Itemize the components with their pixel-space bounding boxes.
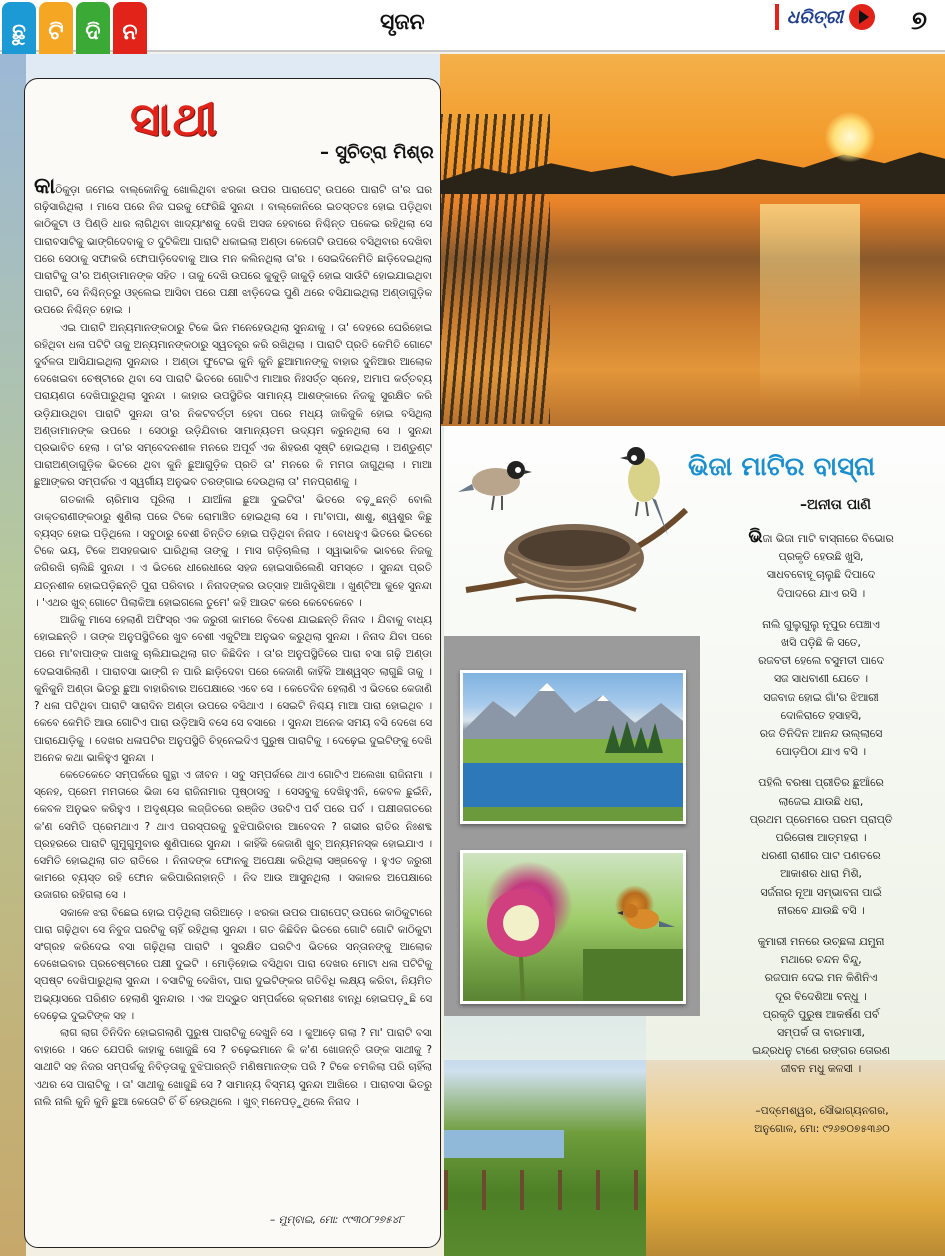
- branch: [516, 597, 636, 610]
- poem-line: ଲାଜେଇ ଯାଉଛି ଧରା,: [778, 794, 864, 808]
- poem-line: ନୀରବେ ଯାଉଛି ବସି ।: [777, 903, 865, 917]
- poem-line: ସଜ ସାଧବାଣୀ ଯେତେ ।: [773, 672, 869, 686]
- poem-line: ପୋଡ଼ପିଠା ଯାଏ ବସି ।: [775, 745, 867, 759]
- poem-line: ରଜ ତିନିଦିନ ଆନନ୍ଦ ଉଲ୍ଲାସେ: [759, 727, 883, 741]
- bird-right: [620, 447, 668, 536]
- poem-line: ଆକାଶର ଧାରା ମିଶି,: [780, 867, 862, 881]
- left-edge-image: [0, 54, 26, 1256]
- shore: [463, 807, 683, 821]
- mountain: [463, 683, 683, 743]
- poem-stanza: [710, 933, 932, 1079]
- mossy-ground: [583, 949, 683, 1001]
- page-header: [0, 0, 945, 52]
- pond: [444, 1130, 564, 1158]
- signature-line: –ପଦ୍ମେଶ୍ୱର, ସୌଭାଗ୍ୟନଗର,: [755, 1105, 889, 1117]
- poem-line: ଇନ୍ଦ୍ରଧନୁ ଟାଣେ ରଙ୍ଗର ତୋରଣ: [752, 1044, 890, 1058]
- logo-letter: ଟି: [39, 2, 73, 62]
- golden-field-photo: [646, 1060, 945, 1256]
- small-bird: [617, 904, 675, 929]
- poem-line: ଖସି ପଡ଼ିଛି କି ସତେ,: [781, 636, 861, 650]
- poem-line: ଦୂର ବିଦେଶିଆ ବନ୍ଧୁ ।: [775, 989, 867, 1003]
- reeds-silhouette: [440, 114, 550, 424]
- sunset-lake-photo: [440, 54, 945, 426]
- poem-line: ଦିପାଦରେ ଯାଏ ରସି ।: [776, 586, 866, 600]
- thistle-flower: [487, 889, 555, 1001]
- poem-line: ରଜବତୀ ହେଲେ ବସୁମତୀ ପାଦେ: [758, 654, 884, 668]
- page-number: ୭: [911, 6, 927, 36]
- poem-title: ଭିଜା ମାଟିର ବାସ୍ନା: [688, 452, 876, 482]
- birds-nest-illustration: [456, 440, 692, 624]
- logo-letter: ଦି: [76, 2, 110, 62]
- logo-letter: ନ: [113, 2, 147, 62]
- sun: [825, 112, 875, 162]
- poem-line: ଭିଜା ଭିଜା ମାଟି ବାସ୍ନାରେ ବିଭୋର: [748, 526, 894, 547]
- supplement-logo: [2, 2, 147, 62]
- flower-bird-drawing: [463, 853, 683, 1001]
- mountain-lake-drawing: [463, 673, 683, 821]
- poem-line: ଜୀବନ ମଧୁ କଳସୀ ।: [780, 1062, 862, 1076]
- story-author-contact: – ମୁମ୍ବାଇ, ମୋ: ୯୯୩୦୮୨୭୫୪୮: [270, 1214, 404, 1226]
- poem-line: ରଜପାନ ଦେଇ ମନ କିଣିନିଏ: [764, 971, 878, 985]
- play-icon: [849, 4, 875, 30]
- mountain-lake-photo: [460, 670, 686, 824]
- story-paragraph: ଆଜିକୁ ମାସେ ହେଲାଣି ଅଫିସ୍‌ର ଏକ ଜରୁରୀ କାମରେ ବିଦେଶ ଯାଇଛନ୍ତି ନିନାଦ । ଯିବାକୁ ବାଧ୍ୟ ହୋଇଛନ୍ତି । ତାଙ୍କ ଅନୁପସ୍ଥିତିରେ ଖୁବ ବେଶୀ ଏକୁଟିଆ ଅନୁଭବ କରୁଥିଲା ସୁନନ୍ଦା । ନିନାଦ ଯିବା ପରେ ପରେ ମା'ବାପାଙ୍କ ପାଖକୁ ଚାଲିଯାଇଥିଲା ଗତ କିଛିଦିନ । ତା'ର ଅନୁପସ୍ଥିତିରେ ପାରା ବସା ଗଢ଼ି ଅଣ୍ଡା ଦେଇସାରିଲାଣି । ପାରାବସା ଭାଙ୍ଗି ନ ପାରି ଛାଡ଼ିଦେବା ପରେ କେଜାଣି କାହିଁକି ଆଶ୍ୱସ୍ତ ଲାଗୁଛି ତାକୁ । କୁନିକୁନି ଅଣ୍ଡା ଭିତରୁ ଛୁଆ ବାହାରିବାର ଅପେକ୍ଷାରେ ଏବେ ସେ । କେତେଦିନ ହେଲାଣି ଏ ଭିତରେ କେଜାଣି ? ଧଳା ପଟିଥିବା ପାରାଟି ସାରାଦିନ ଅଣ୍ଡା ଉପରେ ବସିଥାଏ । ସେଇଟି ନିଶ୍ଚୟ ମାଆ ପାରା ହୋଇଥିବ । କେବେ କେମିତି ଆଉ ଗୋଟିଏ ପାରା ଉଡ଼ିଆସି ବସେ ସେ ବସାରେ । ସୁନନ୍ଦା ଅନେକ ସମୟ ବସି ଦେଖେ ସେ ପାରାଯୋଡ଼ିକୁ । ଦେଖର ଧଳାପଟିର ଅନୁପସ୍ଥିତି ଚିହ୍ନେଇଦିଏ ପୁରୁଷ ପାରାଟିକୁ । ଦେଢ଼େଇ ଦୁଇଟିଙ୍କୁ ଦେଖି ଅନେକ କଥା ଭାଳିହୁଏ ସୁନନ୍ଦା ।: [34, 614, 432, 764]
- poem-stanza: [710, 528, 932, 603]
- story-title: ସାଥୀ: [130, 92, 219, 146]
- poem-author: –ଅନୀତା ପାଣି: [800, 497, 871, 513]
- flower-bird-photo: [460, 850, 686, 1004]
- story-author: – ସୁଚିତ୍ରା ମିଶ୍ର: [320, 142, 434, 163]
- logo-letter: ଛୁ: [2, 2, 36, 62]
- poem-line: ପ୍ରକୃତି ହେଉଛି ଖୁସି,: [778, 550, 864, 564]
- poem-line: କୁମାରୀ ମନରେ ଉଚ୍ଛଳା ଯମୁନା: [757, 935, 885, 949]
- poem-line: ପହିଲି ବରଷା ପ୍ରୀତିର ଛୁଆଁରେ: [758, 776, 884, 790]
- poem-line: ସମ୍ପର୍କ ତା ବାରମାସୀ,: [777, 1026, 865, 1040]
- poem-line: ସର୍ଜନାର ନୂଆ ସମ୍ଭାବନା ପାଇଁ: [760, 885, 882, 899]
- newspaper-name: ଧରିତ୍ରୀ: [786, 6, 843, 28]
- poem-line: ପ୍ରଥମ ପ୍ରେମରେ ପରମ ପ୍ରାପ୍ତି: [749, 812, 893, 826]
- story-paragraph: କାଠିକୁଡ଼ା ଜମେଇ ବାଲ୍‌କୋନିକୁ ଖୋଲିଥିବା ଝରକା ଉପର ପାରାପେଟ୍ ଉପରେ ପାରାଟି ତା'ର ଘର ଗଢ଼ିସାରିଥିଲା । ମାସେ ପରେ ନିଜ ଘରକୁ ଫେରିଛି ସୁନନ୍ଦା । ବାଲ୍‌କୋନିରେ ଇତସ୍ତତଃ ହୋଇ ପଡ଼ିଥିବା କାଠିକୁଟା ଓ ପିଣ୍ଡି ଧାର ଲାଗିଥିବା ଖାଦ୍ୟାଂଶକୁ ଦେଖି ଅସଜ ହେବାରେ ନିଶ୍ଚିନ୍ତ ପକେଇ ରହିଥିଲା ସେ ପାରାବସାଟିକୁ ଭାଙ୍ଗିଦେବାକୁ ତ ଦୁଟିକିଆ ପାରାଟି ଧକାଇଲା ଅଣ୍ଡା କେତୋଟି ଉପରେ ବସିଥିବାର ଦେଖିବା ପରେ ସେଠାକୁ ସଫାକରି ଫୋପାଡ଼ିଦେବାକୁ ଆଉ ମନ କଲିନଥିଲା ତା'ର । ସେଇଦିନେମିତି ଛାଡ଼ିଦେଇଥିଲା ପାରାଟିକୁ ତା'ର ଅଣ୍ଡାମାନଙ୍କ ସହିତ । ତାକୁ ଦେଖି ଉପରେ କୁକୁଡ଼ି ଜାକୁଡ଼ି ହୋଇ ସାଉଁଟି ହୋଇଯାଇଥିବା ପାରାଟି, ସେ ନିଶ୍ଚିନ୍ତରୁ ଓହ୍ଲେଇ ଆସିବା ପରେ ପକ୍ଷୀ ଝାଡ଼ିଦେଇ ପୁଣି ଥରେ ବସିଯାଇଥିଲା ଅଣ୍ଡାଗୁଡ଼ିକ ଉପରେ ନିଶ୍ଚିନ୍ତ ହୋଇ ।: [34, 174, 432, 317]
- story-paragraph: ଏଇ ପାରାଟି ଅନ୍ୟମାନଙ୍କଠାରୁ ଟିକେ ଭିନ ମନେହେଉଥିଲା ସୁନନ୍ଦାକୁ । ତା' ଦେହରେ ଘେରିହୋଇ ରହିଥିବା ଧଳା ପଟିଟି ତାକୁ ଅନ୍ୟମାନଙ୍କଠାରୁ ସ୍ୱତନ୍ତ୍ର କରି ରଖିଥିଲା । ପାରାଟି ପ୍ରତି କେମିତି ଗୋଟେ ଦୁର୍ବଳତା ଆସିଯାଇଥିଲା ସୁନନ୍ଦାର । ଅଣ୍ଡା ଫୁଟେଇ କୁନି କୁନି ଛୁଆମାନଙ୍କୁ ବାହାର ଦୁନିଆର ଆଲୋକ ଦେଖେଇବା ଚେଷ୍ଟାରେ ଥିବା ସେ ପାରାଟି ଭିତରେ ଗୋଟିଏ ମାଆର ନିଃସର୍ତ୍ତ ସ୍ନେହ, ଅମାପ କର୍ତ୍ତବ୍ୟ ପରାୟଣତା ଦେଖିପାରୁଥିଲା ସୁନନ୍ଦା । କାହାର ଉପସ୍ଥିତିର ସାମାନ୍ୟ ଆଶଙ୍କାରେ ନିଜକୁ ସୁରକ୍ଷିତ କରି ଉଡ଼ିଯାଉଥିବା ପାରାଟି ସୁନନ୍ଦା ତା'ର ନିକଟବର୍ତ୍ତୀ ହେବା ପରେ ମଧ୍ୟ ଜାକିଜୁକି ହୋଇ ବସିଥିଲା ଅଣ୍ଡାମାନଙ୍କ ଉପରେ । ସେଠାରୁ ଉଡ଼ିଯିବାର ସାମାନ୍ୟତମ ଉଦ୍ୟମ କରୁନଥିଲା ସେ । ସୁନନ୍ଦା ପ୍ରଭାବିତ ହେଲା । ତା'ର ସମ୍ବେଦନଶୀଳ ମନରେ ଅପୂର୍ବ ଏକ ଶିହରଣ ସୃଷ୍ଟି ହୋଇଥିଲା । ଅଣ୍ଡୁଣ୍ଟ ପାରାଅଣ୍ଡାଗୁଡ଼ିକ ଭିତରେ ଥିବା କୁନି ଛୁଆଗୁଡ଼ିକ ପ୍ରତି ତା' ମନରେ କି ମମତା ଜାଗୁଥିଲା । ମାଆ ଛୁଆଙ୍କର ସମ୍ପର୍କର ଏ ସ୍ୱର୍ଗୀୟ ଅନୁଭବ ତରଙ୍ଗାଇ ଦେଉଥିଲା ତା' ମନପ୍ରାଣକୁ ।: [34, 321, 432, 489]
- story-paragraph: କେତେକେତେ ସମ୍ପର୍କରେ ଗୁନ୍ଥା ଏ ଜୀବନ । ସବୁ ସମ୍ପର୍କରେ ଥାଏ ଗୋଟିଏ ଅଲେଖା ରାଜିନାମା । ସ୍ନେହ, ପ୍ରେମ ମମତାରେ ଭିଜା ସେ ରାଜିନାମାର ପୃଷ୍ଠାସବୁ । ସେସବୁକୁ ଦେଖିହୁଏନି, କେବଳ ଛୁଇଁନି, କେବଳ ଅନୁଭବ କରିହୁଏ । ଅଦୃଶ୍ୟର ଲଜ୍ଜିତରେ ରଞ୍ଜିତ ଓରଟିଏ ପର୍ବ ପରେ ପର୍ବ । ପକ୍ଷୀଜଗତରେ କ'ଣ ସେମିତି ପ୍ରେମଥାଏ ? ଥାଏ ପରସ୍ପରକୁ ବୁଝିପାରିବାର ଆବେଦନ ? ଗଭୀର ରାତିର ନିଃଶବ୍ଦ ପ୍ରହରରେ ପାରାଟି ଗୁମୁଗୁମୁବାର ଶୁଣିପାରେ ସୁନନ୍ଦା । କାହିଁକି କେଜାଣି ଖୁବ୍ ଅନ୍ୟମନସ୍କ ହୋଇଯାଏ । ସେମିତି ହୋଇଥିଲା ଗତ ରାତିରେ । ନିନାଦଙ୍କ ଫୋନକୁ ଅପେକ୍ଷା କରିଥିଲା ସଞ୍ଜବେଳୁ । ହୁଏତ ଜରୁରୀ କାମରେ ବ୍ୟସ୍ତ ରହି ଫୋନ କରିପାରିନାହାନ୍ତି । ନିଦ ଆଉ ଆସୁନଥିଲା । ସକାଳର ଅପେକ୍ଷାରେ ଉଜାଗର ରହିଗଲା ସେ ।: [34, 768, 432, 902]
- poem-author-contact: [712, 1102, 932, 1138]
- poem-line: ପରିତୋଷ ଆତ୍ମହରା ।: [775, 831, 867, 845]
- poem-stanza: [710, 774, 932, 920]
- poem-line: ନାଲି ଗୁଲୁଗୁଲୁ ନୂପୁର ପେଞ୍ଚାଏ: [762, 617, 880, 631]
- story-paragraph: ଲାଗ ଲାଗ ତିନିଦିନ ହୋଇଗଲାଣି ପୁରୁଷ ପାରାଟିକୁ ଦେଖୁନି ସେ । କୁଆଡ଼େ ଗଲା ? ମା' ପାରାଟି ବସା ବାହାରେ । ସତେ ଯେପରି କାହାକୁ ଖୋଜୁଛି ସେ ? ଚଢ଼େଇମାନେ କି କ'ଣ ଖୋଜନ୍ତି ତାଙ୍କ ସାଥୀକୁ ? ସାଥୀଟି ସହ ନିଜର ସମ୍ପର୍କକୁ ନିବିଡ଼ତାକୁ ବୁଝିପାରନ୍ତି ମଣିଷମାନଙ୍କ ପରି ? ଟିକେ ଚମକିଲା ପରି ଚାହିଁଲା ଏଥର ସେ ପାରାଟିକୁ । ତା' ସାଥୀକୁ ଖୋଜୁଛି ସେ ? ସାମାନ୍ୟ ବିସ୍ମୟ ସୁନନ୍ଦା ଆଖିରେ । ପାରାବସା ଭିତରୁ ନାଲି ନାଲି କୁନି କୁନି ଛୁଆ କେତୋଟି ଚିଁ ଚିଁ ହେଉଥିଲେ । ଖୁବ୍ ମନେପଡ଼ୁଥିଲେ ନିନାଦ ।: [34, 1026, 432, 1108]
- poem-stanza: [710, 616, 932, 762]
- bird-left: [458, 461, 532, 510]
- poem-body: [710, 526, 932, 1076]
- signature-line: ଅନୁଗୋଳ, ମୋ: ୯୨୬୭୦୭୫୩୬୦: [754, 1123, 890, 1135]
- drop-cap: ଭି: [748, 526, 763, 547]
- story-paragraph: ସକାଳେ ଝରା ବିଛେଇ ହୋଇ ପଡ଼ିଥିଲା ତାରିଆଡ଼େ । ଝରକା ଉପର ପାରାପେଟ୍ ଉପରେ କାଠିକୁଟାରେ ପାରା ଗଢ଼ିଥିବା ସେ ନିବୁଜ ଘରଟିକୁ ଚାହିଁ ରହିଥିଲା ସୁନନ୍ଦା । ଗତ କିଛିଦିନ ଭିତରେ ଗୋଟି ଗୋଟି କାଠିକୁଟା ସଂଗ୍ରହ କରିଦେଇ ବସା ଗଢ଼ିଥିଲା ପାରାଟି । ସୁରକ୍ଷିତ ଘରଟିଏ ଭିତରେ ସନ୍ତାନଙ୍କୁ ଆଲୋକ ଦେଖେଇବାର ପ୍ରଚେଷ୍ଟାରେ ପକ୍ଷୀ ଦୁଇଟି । ମୋଡ଼ିହୋଇ ବସିଥିବା ପାରା ଦେଖର ମୋଟା ଧଳା ପଟିଟିକୁ ସ୍ପଷ୍ଟ ଦେଖିପାରୁଥିଲା ସୁନନ୍ଦା । ବସାଟିକୁ ଦେଖିବା, ପାରା ଦୁଇଟିଙ୍କର ଗତିବିଧି ଲକ୍ଷ୍ୟ କରିବା, ନିୟମିତ ଅଭ୍ୟାସରେ ପରିଣତ ହେଲାଣି ସୁନନ୍ଦାର । ଏକ ଅଦ୍ଭୁତ ସମ୍ପର୍କରେ କ୍ରମଶଃ ବାନ୍ଧି ହୋଇପଡ଼ୁଛି ସେ ଦେଢ଼େଇ ଦୁଇଟିଙ୍କ ସହ ।: [34, 906, 432, 1022]
- poem-line: ମଥାରେ ଚନ୍ଦନ ବିନ୍ଦୁ,: [780, 953, 862, 967]
- poem-line: ପ୍ରକୃତି ପୁରୁଷ ଆକର୍ଷଣ ପର୍ବ: [762, 1007, 880, 1021]
- story-body: [34, 174, 432, 1208]
- nest-inner: [518, 530, 630, 566]
- story-paragraph: ଗତକାଲି ଚାରିମାସ ପୂରିଲା । ଯାଆଁଳା ଛୁଆ ଦୁଇଟିତା' ଭିତରେ ବଢ଼ୁଛନ୍ତି ବୋଲି ଡାକ୍ତରାଣୀଙ୍କଠାରୁ ଶୁଣିଲା ପରେ ଟିକେ ରୋମାଞ୍ଚିତ ହୋଇଥିଲା ସେ । ମା'ବାପା, ଶାଶୁ, ଶ୍ୱଶୁର କିଛୁ ବ୍ୟସ୍ତ ହୋଇ ପଡ଼ିଥିଲେ । ସବୁଠାରୁ ବେଶୀ ଚିନ୍ତିତ ହୋଇ ପଡ଼ିଥିବା ନିନାଦ । ବୋଧହୁଏ ଭିତରେ ଭିତରେ ଟିକେ ଭୟ, ଟିକେ ଅସହଜଭାବ ଘାରିଥିଲା ତାଙ୍କୁ । ମାସ ଗଡ଼ିଚାଲିଲା । ସ୍ୱାଭାବିକ ଭାବରେ ନିଜକୁ ଜଗିରଖି ଚାଲିଛି ସୁନନ୍ଦା । ଏ ଭିତରେ ଧୀରେଧୀରେ ସହଜ ହୋଇସାରିଲେଣି ସମସ୍ତେ । ସୁନନ୍ଦା ପ୍ରତି ଯତ୍ନଶୀଳ ହୋଇପଡ଼ିଛନ୍ତି ପୁରା ପରିବାର । ନିନାଦଙ୍କର ଉତ୍ସାହ ଆଖିଦୃଶିଆ । ଖୁଣ୍ଟିଆ କୁହେ ସୁନନ୍ଦା । 'ଏଥର ଖୁବ୍ ଗୋଟେ ପିଲାକିଆ ହୋଇଗଲେ ତୁମେ' କହି ଆଉଟ କରେ କେବେକେବେ ।: [34, 493, 432, 609]
- poem-line: ଦୋଳିରାତେ ହସାହସି,: [780, 708, 862, 722]
- drop-cap: କା: [34, 174, 56, 199]
- poem-line: ଧରଣୀ ରାଣୀର ପାଟ ପଣତରେ: [761, 849, 881, 863]
- poem-line: ସଜବାଜ ହୋଇ ଗାଁ'ର ଝିଆରୀ: [763, 690, 879, 704]
- water-reflection: [760, 204, 860, 404]
- section-title: ସୃଜନ: [380, 10, 425, 35]
- lake: [463, 763, 683, 807]
- wooden-fence: [444, 1170, 646, 1210]
- newspaper-masthead: [775, 4, 875, 30]
- poem-line: ସାଧବବୋହୂ ଚାଲୁଛି ଦିପାଦେ: [766, 568, 876, 582]
